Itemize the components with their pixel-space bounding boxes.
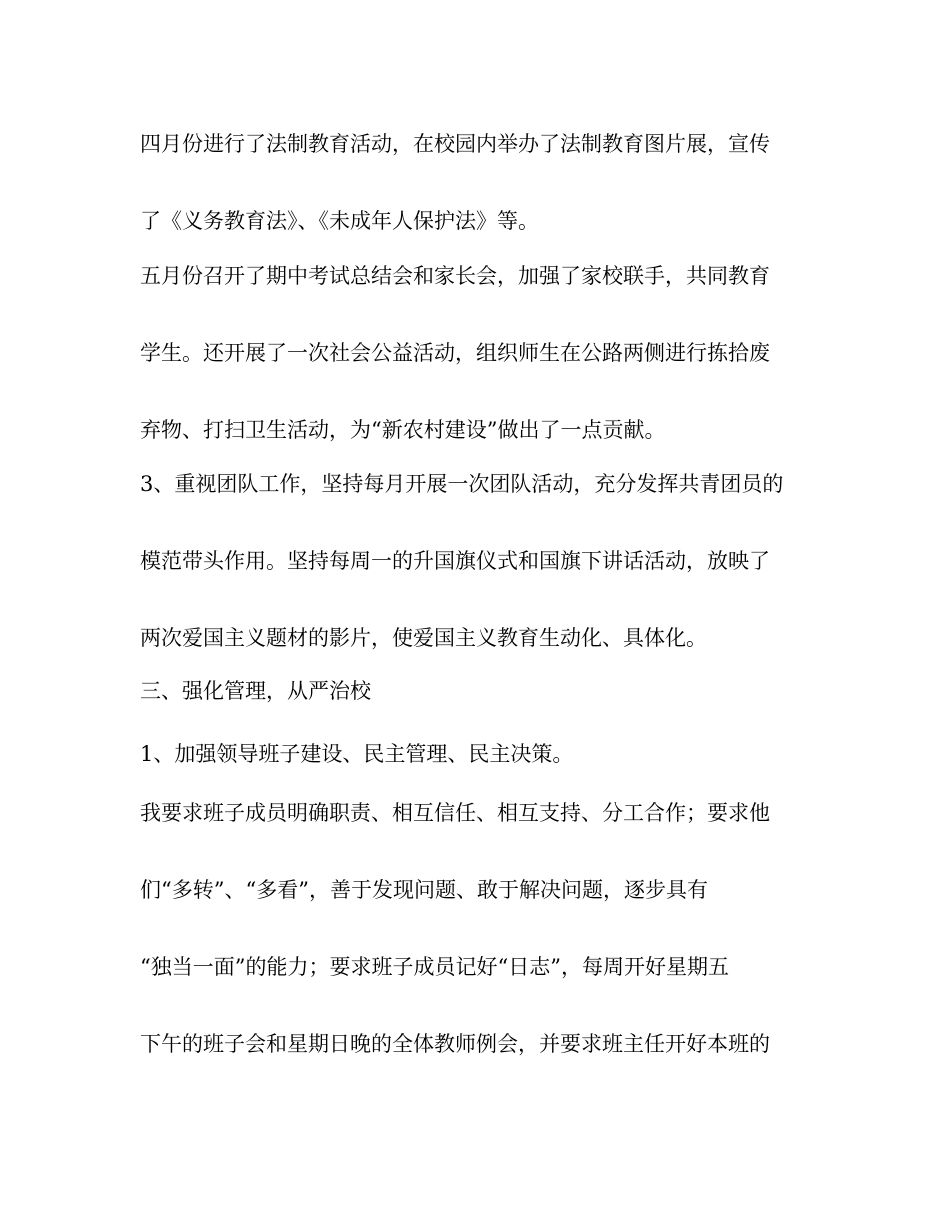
paragraph-leadership-requirements xyxy=(140,796,820,1061)
text-line: 3、重视团队工作，坚持每月开展一次团队活动，充分发挥共青团员的 xyxy=(140,472,784,496)
text-line: 五月份召开了期中考试总结会和家长会，加强了家校联手，共同教育 xyxy=(140,264,770,288)
text-line: 学生。还开展了一次社会公益活动，组织师生在公路两侧进行拣拾废 xyxy=(140,341,770,365)
paragraph-may-activities xyxy=(140,259,820,447)
text-line: 下午的班子会和星期日晚的全体教师例会，并要求班主任开好本班的 xyxy=(140,1032,770,1056)
text-line: 我要求班子成员明确职责、相互信任、相互支持、分工合作；要求他 xyxy=(140,801,770,825)
text-line: 们“多转”、“多看”，善于发现问题、敢于解决问题，逐步具有 xyxy=(140,878,708,902)
text-line: 模范带头作用。坚持每周一的升国旗仪式和国旗下讲话活动，放映了 xyxy=(140,549,770,573)
text-line: 弃物、打扫卫生活动，为“新农村建设”做出了一点贡献。 xyxy=(140,418,666,442)
section-heading-management xyxy=(140,674,820,708)
text-line: 两次爱国主义题材的影片，使爱国主义教育生动化、具体化。 xyxy=(140,626,707,650)
paragraph-team-work xyxy=(140,467,820,655)
subheading-leadership xyxy=(140,737,820,771)
text-line: 三、强化管理，从严治校 xyxy=(140,679,371,703)
text-line: 1、加强领导班子建设、民主管理、民主决策。 xyxy=(140,742,574,766)
text-line: “独当一面”的能力；要求班子成员记好“日志”，每周开好星期五 xyxy=(140,955,729,979)
text-line: 四月份进行了法制教育活动，在校园内举办了法制教育图片展，宣传 xyxy=(140,132,770,156)
paragraph-legal-education xyxy=(140,127,820,238)
text-line: 了《义务教育法》、《未成年人保护法》等。 xyxy=(140,209,539,233)
